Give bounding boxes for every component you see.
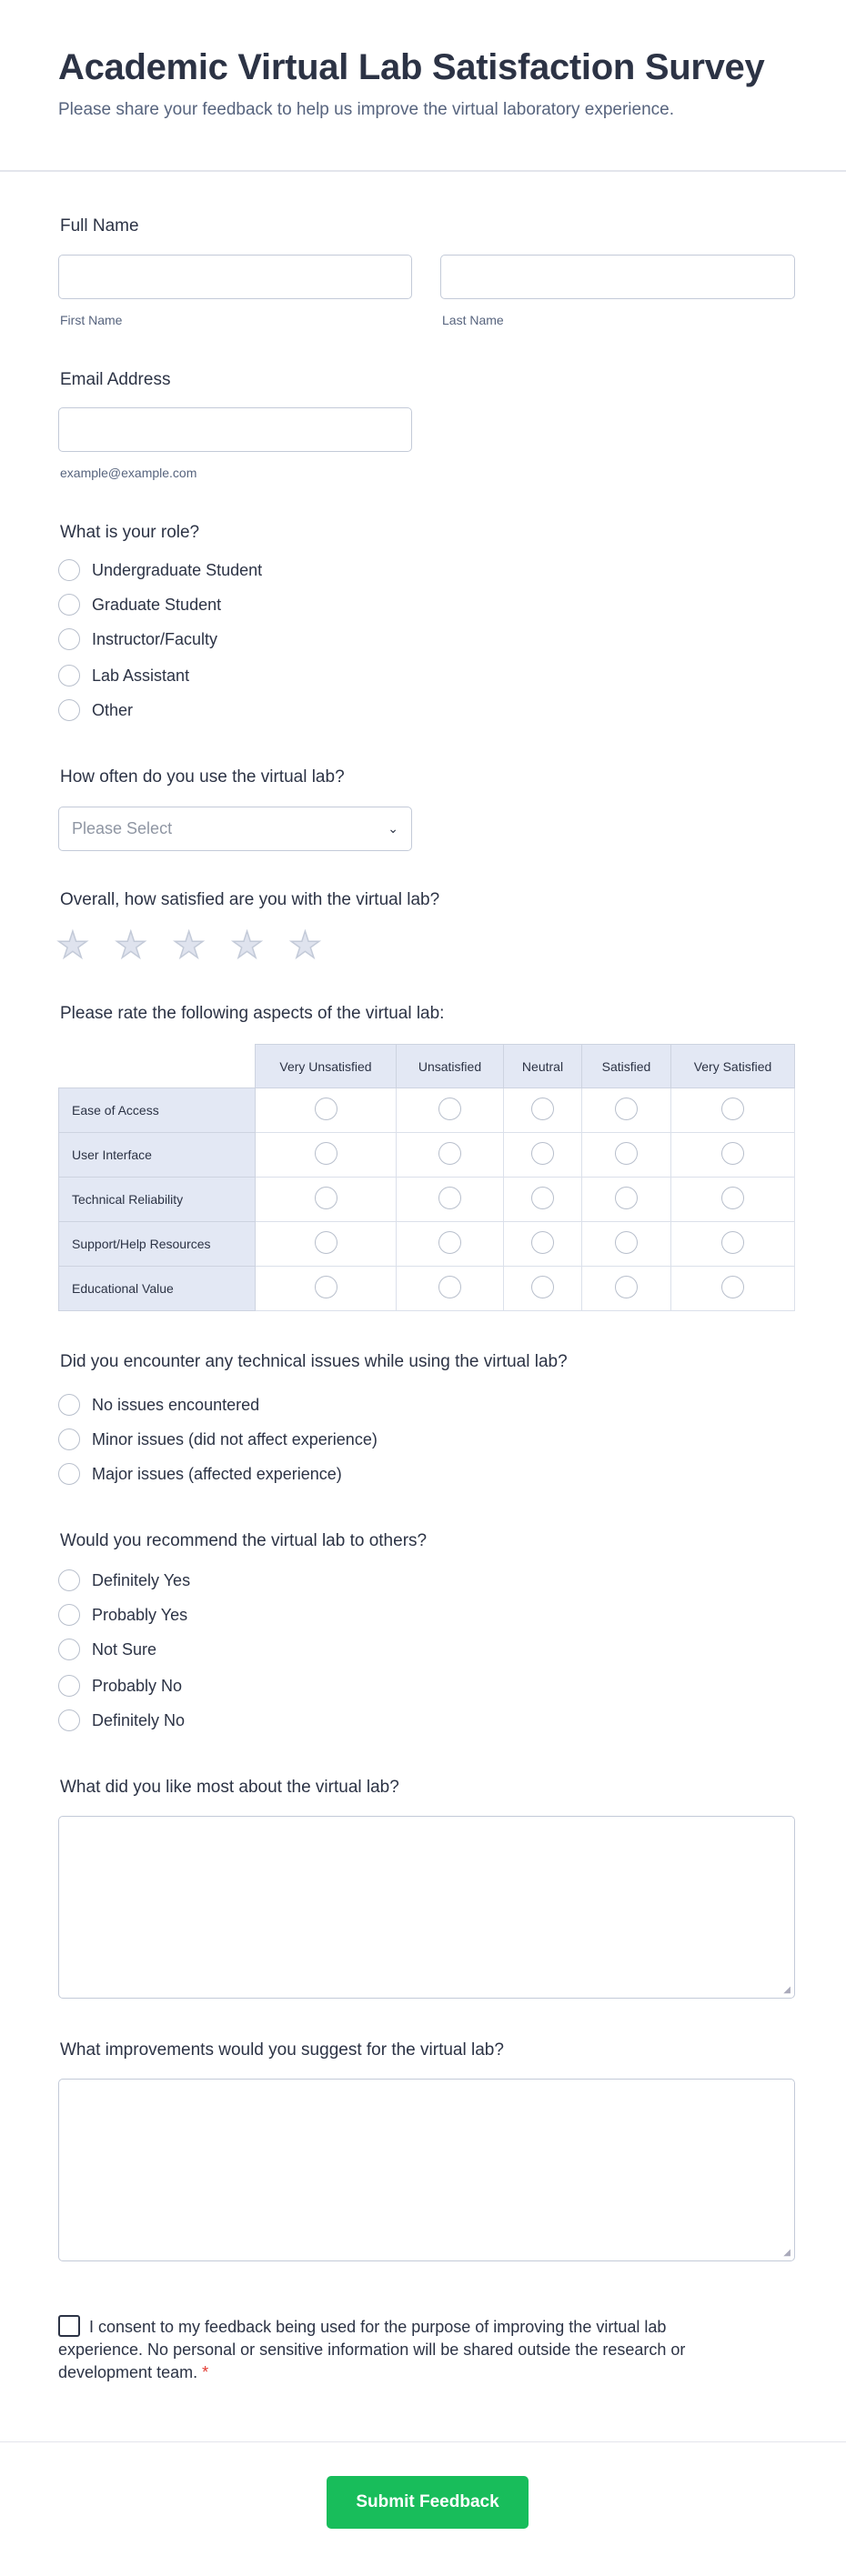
star-icon[interactable]: ★ (230, 926, 264, 966)
chevron-down-icon: ⌄ (388, 821, 398, 836)
radio-button[interactable] (721, 1098, 744, 1120)
resize-handle-icon[interactable]: ◢ (783, 1985, 791, 1995)
matrix-cell (582, 1222, 671, 1267)
matrix-cell (671, 1133, 795, 1178)
matrix-row (59, 1267, 795, 1311)
radio-button[interactable] (58, 1569, 80, 1591)
consent-checkbox[interactable] (58, 2315, 80, 2337)
role-option[interactable] (58, 559, 262, 581)
radio-button[interactable] (315, 1098, 337, 1120)
matrix-row-label: Ease of Access (59, 1088, 256, 1133)
submit-button[interactable]: Submit Feedback (327, 2476, 529, 2529)
option-label: Other (92, 700, 134, 719)
matrix-cell (671, 1222, 795, 1267)
email-label: Email Address (60, 370, 171, 389)
matrix-label: Please rate the following aspects of the virtual lab: (60, 1004, 445, 1023)
radio-button[interactable] (58, 559, 80, 581)
radio-button[interactable] (721, 1231, 744, 1254)
radio-button[interactable] (531, 1098, 554, 1120)
radio-button[interactable] (438, 1276, 461, 1298)
radio-button[interactable] (438, 1142, 461, 1165)
matrix-row-label: Educational Value (59, 1267, 256, 1311)
radio-button[interactable] (58, 1394, 80, 1416)
satisfaction-label: Overall, how satisfied are you with the virtual lab? (60, 890, 440, 909)
frequency-label: How often do you use the virtual lab? (60, 767, 345, 787)
matrix-cell (504, 1222, 582, 1267)
matrix-row-label: User Interface (59, 1133, 256, 1178)
page-title: Academic Virtual Lab Satisfaction Survey (58, 47, 765, 87)
role-option[interactable] (58, 628, 217, 650)
matrix-cell (582, 1267, 671, 1311)
improve-label: What improvements would you suggest for the virtual lab? (60, 2040, 504, 2060)
resize-handle-icon[interactable]: ◢ (783, 2248, 791, 2258)
matrix-row (59, 1222, 795, 1267)
matrix-column-header: Neutral (504, 1045, 582, 1088)
radio-button[interactable] (615, 1098, 638, 1120)
radio-button[interactable] (438, 1231, 461, 1254)
matrix-corner (59, 1045, 256, 1088)
matrix-cell (582, 1178, 671, 1222)
matrix-cell (256, 1178, 397, 1222)
radio-button[interactable] (58, 699, 80, 721)
matrix-cell (397, 1133, 504, 1178)
option-label: Minor issues (did not affect experience) (92, 1429, 378, 1448)
radio-button[interactable] (315, 1142, 337, 1165)
role-option[interactable] (58, 594, 221, 616)
matrix-cell (397, 1178, 504, 1222)
matrix-column-header: Unsatisfied (397, 1045, 504, 1088)
option-label: Lab Assistant (92, 666, 190, 685)
option-label: Definitely Yes (92, 1570, 191, 1589)
matrix-cell (671, 1088, 795, 1133)
last-name-sublabel: Last Name (442, 313, 504, 327)
radio-button[interactable] (721, 1276, 744, 1298)
recommend-option[interactable] (58, 1569, 190, 1591)
radio-button[interactable] (615, 1142, 638, 1165)
recommend-option[interactable] (58, 1709, 185, 1731)
radio-button[interactable] (58, 665, 80, 687)
recommend-option[interactable] (58, 1604, 187, 1626)
matrix-cell (582, 1088, 671, 1133)
radio-button[interactable] (721, 1187, 744, 1209)
matrix-column-header: Very Unsatisfied (256, 1045, 397, 1088)
frequency-placeholder: Please Select (72, 819, 173, 837)
footer-divider (0, 2441, 846, 2442)
option-label: Not Sure (92, 1639, 157, 1659)
option-label: Major issues (affected experience) (92, 1464, 342, 1483)
email-input[interactable] (58, 407, 412, 452)
radio-button[interactable] (58, 1639, 80, 1660)
matrix-cell (582, 1133, 671, 1178)
radio-button[interactable] (58, 1463, 80, 1485)
matrix-cell (256, 1088, 397, 1133)
radio-button[interactable] (58, 1709, 80, 1731)
recommend-label: Would you recommend the virtual lab to others? (60, 1531, 428, 1550)
option-label: Undergraduate Student (92, 560, 263, 579)
star-icon[interactable]: ★ (56, 926, 89, 966)
radio-button[interactable] (58, 628, 80, 650)
recommend-option[interactable] (58, 1675, 182, 1697)
matrix-row (59, 1178, 795, 1222)
improve-textarea[interactable] (58, 2079, 795, 2261)
option-label: Graduate Student (92, 595, 222, 614)
matrix-cell (671, 1178, 795, 1222)
radio-button[interactable] (615, 1231, 638, 1254)
matrix-cell (397, 1267, 504, 1311)
star-rating (56, 927, 321, 964)
matrix-row (59, 1133, 795, 1178)
radio-button[interactable] (438, 1098, 461, 1120)
radio-button[interactable] (615, 1276, 638, 1298)
header-divider (0, 170, 846, 172)
matrix-row-label: Technical Reliability (59, 1178, 256, 1222)
matrix-cell (504, 1267, 582, 1311)
frequency-select[interactable] (58, 807, 412, 851)
role-label: What is your role? (60, 523, 200, 542)
issues-option[interactable] (58, 1463, 342, 1485)
matrix-row (59, 1088, 795, 1133)
radio-button[interactable] (58, 594, 80, 616)
matrix-cell (504, 1088, 582, 1133)
full-name-label: Full Name (60, 216, 139, 236)
issues-option[interactable] (58, 1428, 378, 1450)
radio-button[interactable] (531, 1142, 554, 1165)
option-label: No issues encountered (92, 1395, 260, 1414)
consent-field (58, 2315, 713, 2384)
radio-button[interactable] (438, 1187, 461, 1209)
matrix-cell (397, 1222, 504, 1267)
first-name-input[interactable] (58, 255, 412, 299)
matrix-cell (256, 1222, 397, 1267)
radio-button[interactable] (721, 1142, 744, 1165)
option-label: Instructor/Faculty (92, 629, 218, 648)
radio-button[interactable] (315, 1231, 337, 1254)
radio-button[interactable] (615, 1187, 638, 1209)
matrix-column-header: Very Satisfied (671, 1045, 795, 1088)
option-label: Probably No (92, 1676, 183, 1695)
radio-button[interactable] (58, 1675, 80, 1697)
consent-text: I consent to my feedback being used for the purpose of improving the virtual lab experience. No personal or sensitive information will be shared outside the research or development team. (58, 2318, 686, 2381)
liked-label: What did you like most about the virtual lab? (60, 1778, 399, 1797)
first-name-sublabel: First Name (60, 313, 123, 327)
radio-button[interactable] (531, 1276, 554, 1298)
page-subtitle: Please share your feedback to help us improve the virtual laboratory experience. (58, 100, 674, 119)
star-icon[interactable]: ★ (114, 926, 147, 966)
star-icon[interactable]: ★ (288, 926, 322, 966)
matrix-cell (504, 1178, 582, 1222)
role-option[interactable] (58, 699, 133, 721)
rating-matrix (58, 1044, 795, 1311)
email-hint: example@example.com (60, 466, 197, 480)
liked-textarea[interactable] (58, 1816, 795, 1999)
matrix-column-header: Satisfied (582, 1045, 671, 1088)
last-name-input[interactable] (440, 255, 795, 299)
radio-button[interactable] (58, 1428, 80, 1450)
matrix-cell (397, 1088, 504, 1133)
option-label: Definitely No (92, 1710, 186, 1729)
option-label: Probably Yes (92, 1605, 188, 1624)
matrix-cell (504, 1133, 582, 1178)
matrix-row-label: Support/Help Resources (59, 1222, 256, 1267)
radio-button[interactable] (531, 1231, 554, 1254)
radio-button[interactable] (315, 1276, 337, 1298)
role-option[interactable] (58, 665, 189, 687)
matrix-cell (256, 1267, 397, 1311)
issues-option[interactable] (58, 1394, 259, 1416)
radio-button[interactable] (58, 1604, 80, 1626)
matrix-cell (256, 1133, 397, 1178)
recommend-option[interactable] (58, 1639, 156, 1660)
radio-button[interactable] (315, 1187, 337, 1209)
radio-button[interactable] (531, 1187, 554, 1209)
matrix-cell (671, 1267, 795, 1311)
star-icon[interactable]: ★ (172, 926, 206, 966)
required-mark: * (202, 2363, 209, 2381)
issues-label: Did you encounter any technical issues while using the virtual lab? (60, 1352, 568, 1371)
